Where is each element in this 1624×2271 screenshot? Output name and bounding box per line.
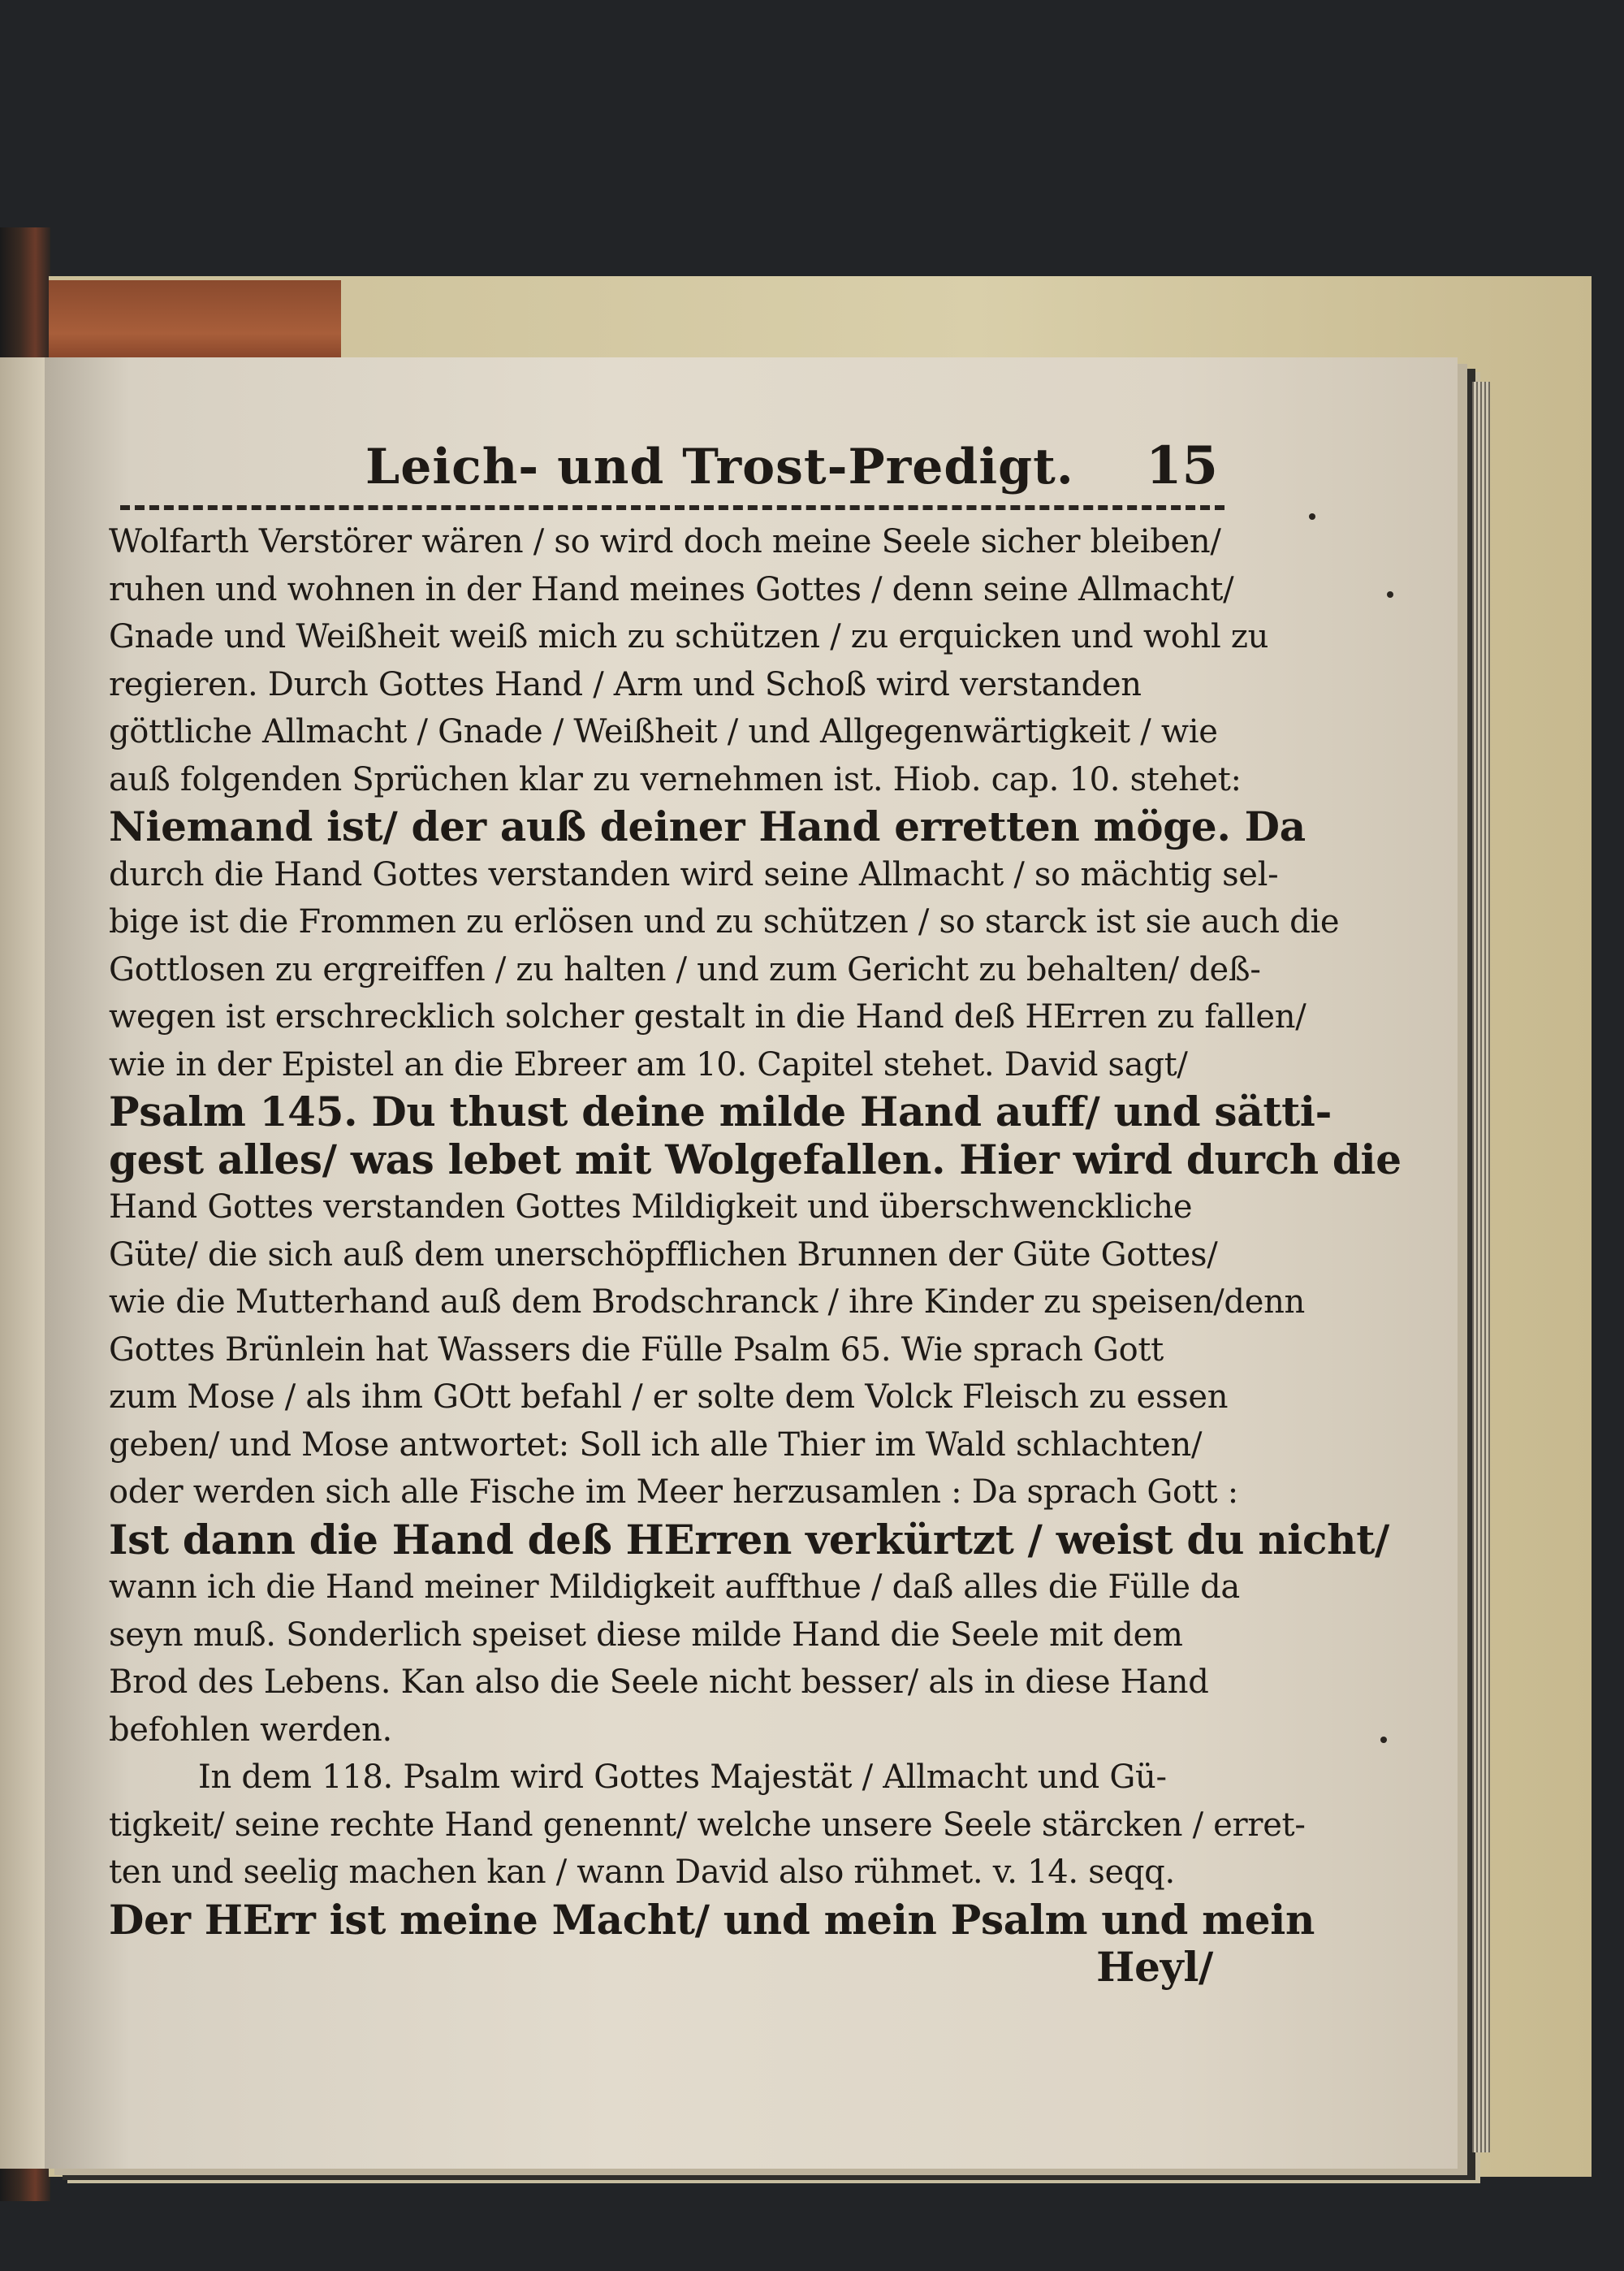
text-line: wegen ist erschrecklich solcher gestalt in die Hand deß HErren zu fallen/ [109, 998, 1307, 1036]
text-line: wie die Mutterhand auß dem Brodschranck / ihre Kinder zu speisen/denn [109, 1283, 1305, 1321]
text-line: auß folgenden Sprüchen klar zu vernehmen ist. Hiob. cap. 10. stehet: [109, 760, 1242, 798]
text-line: zum Mose / als ihm GOtt befahl / er solte dem Volck Fleisch zu essen [109, 1378, 1229, 1416]
text-line: ruhen und wohnen in der Hand meines Gottes / denn seine Allmacht/ [109, 570, 1234, 608]
facing-page-edge [0, 357, 51, 2169]
text-line-emphasis: gest alles/ was lebet mit Wolgefallen. Hier wird durch die [109, 1135, 1402, 1183]
text-line: bige ist die Frommen zu erlösen und zu schützen / so starck ist sie auch die [109, 903, 1340, 941]
text-line: wie in der Epistel an die Ebreer am 10. Capitel stehet. David sagt/ [109, 1045, 1188, 1084]
text-line: wann ich die Hand meiner Mildigkeit auffthue / daß alles die Fülle da [109, 1568, 1240, 1606]
ink-speck [1309, 513, 1315, 520]
body-text [109, 518, 1402, 1992]
text-line: Gnade und Weißheit weiß mich zu schützen / zu erquicken und wohl zu [109, 618, 1269, 655]
text-line: geben/ und Mose antwortet: Soll ich alle Thier im Wald schlachten/ [109, 1425, 1203, 1464]
catchword: Heyl/ [1096, 1943, 1213, 1991]
text-line: tigkeit/ seine rechte Hand genennt/ welche unsere Seele stärcken / erret- [109, 1806, 1306, 1844]
running-title: Leich- und Trost-Predigt. [365, 439, 1074, 495]
text-line-emphasis: Ist dann die Hand deß HErren verkürtzt / weist du nicht/ [109, 1515, 1389, 1564]
text-line: Gottlosen zu ergreiffen / zu halten / und zum Gericht zu behalten/ deß- [109, 950, 1261, 988]
text-line: Güte/ die sich auß dem unerschöpfflichen Brunnen der Güte Gottes/ [109, 1235, 1218, 1274]
ink-speck [1380, 1737, 1387, 1743]
header-rule [120, 505, 1224, 510]
text-line: Hand Gottes verstanden Gottes Mildigkeit und überschwenckliche [109, 1188, 1193, 1226]
text-line-emphasis: Psalm 145. Du thust deine milde Hand auff/ und sätti- [109, 1088, 1332, 1136]
text-line: ten und seelig machen kan / wann David also rühmet. v. 14. seqq. [109, 1854, 1175, 1891]
text-line-paragraph-start: In dem 118. Psalm wird Gottes Majestät / Allmacht und Gü- [198, 1758, 1167, 1796]
ink-speck [1387, 591, 1393, 598]
text-line: seyn muß. Sonderlich speiset diese milde Hand die Seele mit dem [109, 1616, 1183, 1654]
text-line: befohlen werden. [109, 1711, 392, 1749]
text-line: göttliche Allmacht / Gnade / Weißheit / und Allgegenwärtigkeit / wie [109, 713, 1218, 751]
text-line: regieren. Durch Gottes Hand / Arm und Schoß wird verstanden [109, 665, 1142, 703]
text-line: Gottes Brünlein hat Wassers die Fülle Psalm 65. Wie sprach Gott [109, 1330, 1164, 1369]
leather-binding-strip [49, 280, 341, 370]
running-header [97, 422, 1234, 512]
text-line: Wolfarth Verstörer wären / so wird doch meine Seele sicher bleiben/ [109, 523, 1221, 560]
text-line: Brod des Lebens. Kan also die Seele nicht besser/ als in diese Hand [109, 1663, 1209, 1701]
page-number: 15 [1145, 435, 1218, 496]
text-line-emphasis: Der HErr ist meine Macht/ und mein Psalm und mein [109, 1895, 1315, 1944]
text-line: durch die Hand Gottes verstanden wird seine Allmacht / so mächtig sel- [109, 855, 1279, 893]
text-line-emphasis: Niemand ist/ der auß deiner Hand erretten möge. Da [109, 802, 1306, 850]
page-text-block [97, 422, 1402, 2047]
text-line: oder werden sich alle Fische im Meer herzusamlen : Da sprach Gott : [109, 1473, 1238, 1511]
